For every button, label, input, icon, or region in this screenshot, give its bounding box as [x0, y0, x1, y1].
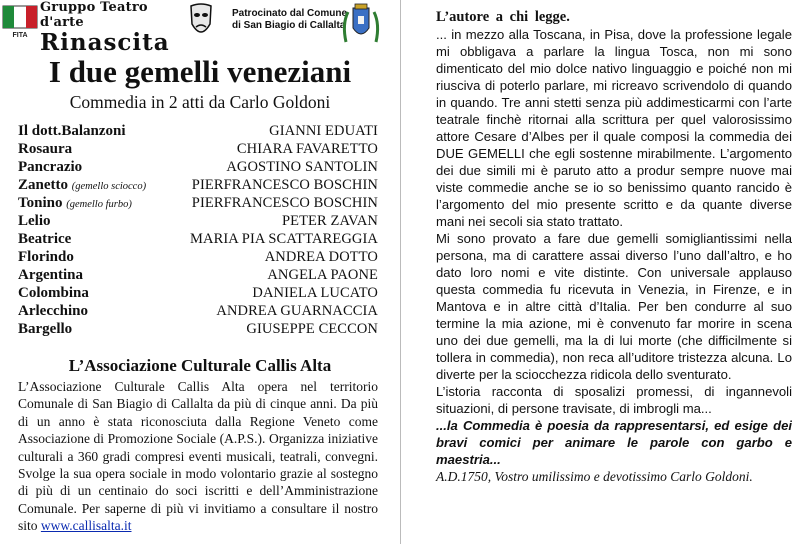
cast-role: Bargello [18, 321, 73, 337]
cast-row [18, 194, 378, 212]
cast-role: Il dott.Balanzoni [18, 123, 126, 139]
letter-paragraph-1: ... in mezzo alla Toscana, in Pisa, dove la professione legale mi obbligava a parlare la lingua Tosca, non mi sono dimenticato del mio dolce nativo linguaggio e poiché non mi riusciva di poterlo parlare, mi ricreavo scrivendolo di quando in quando. Tre anni stetti senza più addimesticarmi con l’arte teatrale finchè ritornai alla scrittura per quel valorosissimo attore Cesare d’Albes per il quale composi la commedia dei DUE GEMELLI che egli sostenne mirabilmente. L’argomento dei due simili mi è paruto atto a produr sempre nuove mai viste commedie anche se io so benissimo quanto rancido è l’argomento del mio presente scritto e da quante diverse mani nei secoli sia stato trattato. [436, 27, 792, 229]
letter-heading: L’autore a chi legge. [436, 9, 570, 25]
cast-row [18, 212, 378, 230]
association-text [18, 378, 378, 535]
fita-logo-icon [0, 2, 40, 42]
cast-row [18, 284, 378, 302]
cast-row [18, 176, 378, 194]
municipal-crest-icon [340, 2, 382, 48]
cast-role: Rosaura [18, 141, 73, 157]
cast-actor: DANIELA LUCATO [252, 285, 378, 301]
theatre-mask-icon [188, 2, 214, 40]
cast-role: Pancrazio [18, 159, 83, 175]
patronage-note [232, 8, 347, 32]
cast-role: Argentina [18, 267, 83, 283]
right-column [436, 8, 792, 485]
letter-body [436, 26, 792, 417]
letter-signature: A.D.1750, Vostro umilissimo e devotissimo Carlo Goldoni. [436, 469, 753, 484]
cast-role: Beatrice [18, 231, 72, 247]
fita-logo-text: FITA [12, 32, 28, 39]
group-name-bottom: Rinascita [40, 29, 170, 56]
letter-paragraph-2: Mi sono provato a fare due gemelli somigliantissimi nella persona, ma di carattere assai diverso l’uno dall’altro, e ho dato loro nomi e vite distinte. Con universale applauso questa commedia fu ricevuta in Venezia, in Firenze, e in Mantova e in altre città d’Italia. Per ben condurre al suo termine la mia azione, mi è convenuto far morire in scena uno dei due gemelli, ma la di lui morte (che difficilmente si tollera in commedia), non reca all’uditore tristezza alcuna. Lo diverte per la sciocchezza ridicola dello sventurato. [436, 231, 792, 382]
group-name [40, 0, 195, 56]
cast-actor: ANGELA PAONE [267, 267, 378, 283]
group-name-top: Gruppo Teatro d'arte [40, 0, 148, 30]
cast-actor: PIERFRANCESCO BOSCHIN [191, 177, 378, 193]
cast-row [18, 302, 378, 320]
cast-list [18, 122, 378, 338]
cast-role-note: (gemello furbo) [66, 199, 132, 210]
cast-actor: CHIARA FAVARETTO [236, 141, 378, 157]
cast-actor: PETER ZAVAN [281, 213, 378, 229]
column-divider [400, 0, 401, 544]
cast-actor: PIERFRANCESCO BOSCHIN [191, 195, 378, 211]
cast-row [18, 140, 378, 158]
cast-actor: GIANNI EDUATI [269, 123, 378, 139]
cast-role: Colombina [18, 285, 89, 301]
cast-row [18, 230, 378, 248]
cast-role-note: (gemello sciocco) [71, 181, 147, 192]
patronage-line-2: di San Biagio di Callalta [232, 20, 346, 31]
association-website-link[interactable]: www.callisalta.it [40, 518, 132, 534]
cast-row [18, 320, 378, 338]
cast-role: Zanetto (gemello sciocco) [18, 177, 147, 193]
association-heading: L’Associazione Culturale Callis Alta [68, 356, 332, 375]
play-subtitle: Commedia in 2 atti da Carlo Goldoni [69, 92, 331, 112]
letter-closing: ...la Commedia è poesia da rappresentarsi, ed esige dei bravi comici per animare le parole con garbo e maestria... [436, 418, 792, 467]
cast-role: Florindo [18, 249, 74, 265]
cast-role: Arlecchino [18, 303, 88, 319]
cast-role: Tonino (gemello furbo) [18, 195, 132, 211]
cast-role: Lelio [18, 213, 51, 229]
cast-row [18, 248, 378, 266]
header [0, 0, 400, 56]
letter-paragraph-3: L’istoria racconta di sposalizi promessi, di ingannevoli situazioni, di persone travisate, di imbrogli ma... [436, 384, 792, 416]
cast-actor: ANDREA GUARNACCIA [216, 303, 378, 319]
patronage-line-1: Patrocinato dal Comune [232, 8, 348, 19]
cast-actor: AGOSTINO SANTOLIN [226, 159, 378, 175]
association-body: L’Associazione Culturale Callis Alta opera nel territorio Comunale di San Biagio di Callalta da più di cinque anni. Da più di un anno è stata riconosciuta dalla Regione Veneto come Associazione di Promozione Sociale (A.P.S.). Organizza iniziative culturali a 360 gradi compresi eventi musicali, teatrali, convegni. Svolge la sua opera sociale in modo volontario grazie al sostegno di più di un centinaio do soci iscritti e dell’Amministrazione Comunale. Per saperne di più vi invitiamo a consultare il nostro sito [18, 379, 378, 534]
cast-row [18, 158, 378, 176]
cast-actor: MARIA PIA SCATTAREGGIA [190, 231, 378, 247]
cast-actor: GIUSEPPE CECCON [246, 321, 378, 337]
cast-row [18, 266, 378, 284]
play-title: I due gemelli veneziani [48, 54, 352, 89]
cast-row [18, 122, 378, 140]
cast-actor: ANDREA DOTTO [264, 249, 378, 265]
